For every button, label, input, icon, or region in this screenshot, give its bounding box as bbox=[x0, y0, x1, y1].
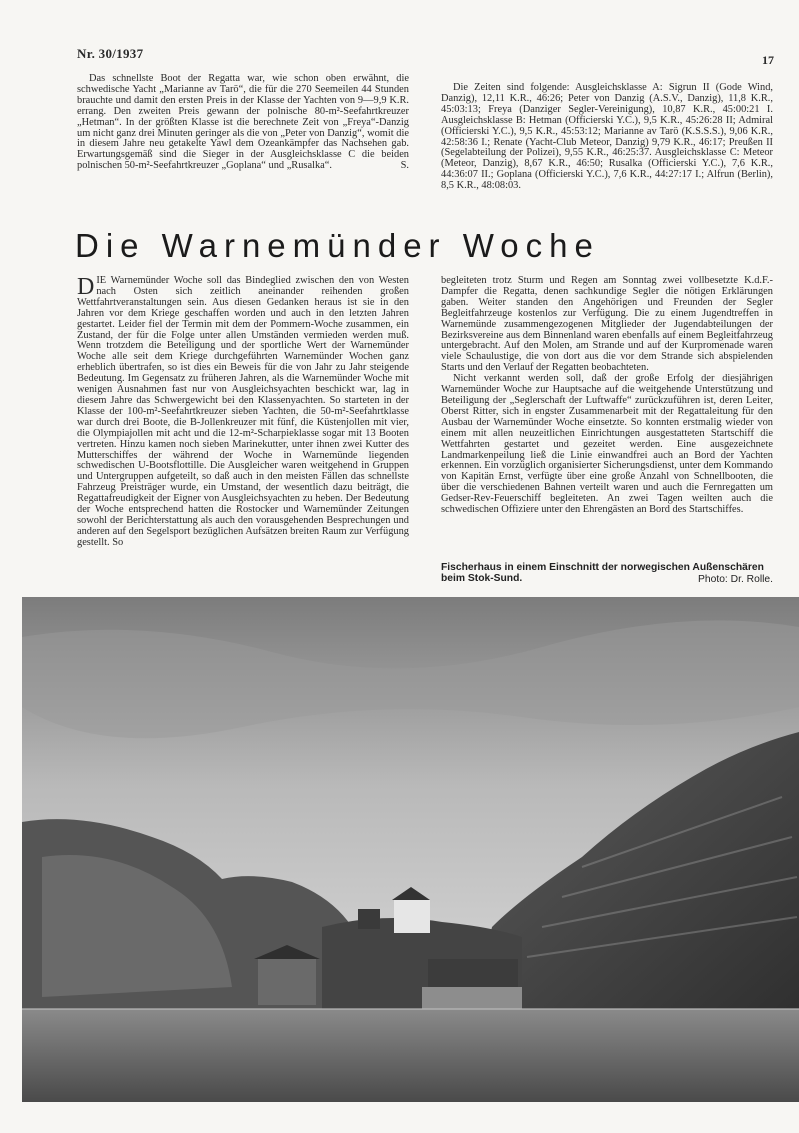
stone-wall bbox=[422, 987, 522, 1009]
house-dark bbox=[358, 909, 380, 929]
article-paragraph-2: Nicht verkannt werden soll, daß der große Erfolg der diesjährigen Warnemünder Woche zur Hauptsache auf die weitgehende Unterstützung und Beteiligung der „Seglerschaft der Luftwaffe“ zurückzuführen ist, deren Leiter, Oberst Ritter, sich in engster Zusammenarbeit mit der Regattaleitung für den Ausbau der Warnemünder Woche einsetzte. So konnten erstmalig wieder von einem mit allen neuzeitlichen Einrichtungen ausgestatteten Startschiff die Wettfahrten gestartet und gezeitet werden. Eine ausgezeichnete Landmarkenpeilung ließ die Linie einwandfrei auch an Bord der Yachten erkennen. Ein vorzüglich organisierter Sicherungsdienst, unter dem Kommando von Kapitän Ernst, verfügte über eine große Anzahl von Schnellbooten, die über die verschiedenen Bahnen verteilt waren und auch die Fernregatten um Gedser-Rev-Feuerschiff begleiteten. An zwei Tagen weilten auch die schwedischen Offiziere unter den Ehrengästen an Bord des Startschiffes. bbox=[441, 373, 773, 516]
race-results bbox=[441, 83, 773, 192]
results-paragraph: Die Zeiten sind folgende: Ausgleichsklasse A: Sigrun II (Gode Wind, Danzig), 12,11 K.R., 46:26; Peter von Danzig (A.S.V., Danzig), 11,8 K.R., 45:03:13; Freya (Danziger Segler-Vereinigung), 10,87 K.R., 45:00:21 I. Ausgleichsklasse B: Hetman (Officierski Y.C.), 9,5 K.R., 45:26:28 II; Admiral (Officierski Y.C.), 9,5 K.R., 45:53:12; Marianne av Tarö (K.S.S.S.), 9,06 K.R., 42:58:36 I.; Renate (Yacht-Club Meteor, Danzig) 9,79 K.R., 46:17; Preußen II (Segelabteilung der Polizei), 9,55 K.R., 46:25:37. Ausgleichsklasse C: Meteor (Meteor, Danzig), 8,67 K.R., 46:50; Rusalka (Officierski Y.C.), 7,6 K.R., 44:36:07 II.; Goplana (Officierski Y.C.), 7,6 K.R., 44:27:17 I.; Alfrun (Berlin), 8,5 K.R., 48:08:03. bbox=[441, 82, 773, 192]
author-signature: S. bbox=[400, 160, 409, 172]
article-right-column bbox=[441, 276, 773, 516]
previous-article-conclusion bbox=[77, 74, 409, 172]
conclusion-paragraph: Das schnellste Boot der Regatta war, wie schon oben erwähnt, die schwedische Yacht „Marianne av Tarö“, die für die 270 Seemeilen 44 Stunden brauchte und damit den ersten Preis in der Klasse der Yachten von 9—9,9 K.R. errang. Den zweiten Preis gewann der polnische 80-m²-Seefahrtkreuzer „Hetman“. In der größten Klasse ist die berechnete Zeit von „Freya“-Danzig um nicht ganz drei Minuten geringer als die von „Peter von Danzig“, womit die in diesem Jahre neu getakelte Yawl dem Ozeankämpfer das Nachsehen gab. Erwartungsgemäß sind die Sieger in der Ausgleichsklasse C die beiden polnischen 50-m²-Seefahrtkreuzer „Goplana“ und „Rusalka“. bbox=[77, 73, 409, 172]
article-paragraph bbox=[77, 276, 409, 549]
issue-number: Nr. 30/1937 bbox=[77, 46, 144, 61]
photo-caption: Fischerhaus in einem Einschnitt der norwegischen Außenschären beim Stok-Sund. bbox=[441, 562, 764, 585]
article-headline: Die Warnemünder Woche bbox=[75, 227, 600, 264]
drop-cap: D bbox=[77, 274, 95, 300]
house-white bbox=[394, 900, 430, 933]
boathouse bbox=[258, 957, 316, 1005]
left-column-text: IE Warnemünder Woche soll das Bindeglied zwischen den von Westen nach Osten sich zeitlich aneinander reihenden großen Wettfahrtveranstaltungen sein. Aus diesen Gedanken heraus ist sie in den Jahren vor dem Kriege geschaffen worden und auch in den letzten Jahren gestartet. Leider fiel der Termin mit dem der Pommern-Woche zusammen, ein Zustand, der für die Folge unter allen Umständen vermieden werden muß. Wenn trotzdem die Beteiligung und der sportliche Wert der Warnemünder Woche alle seit dem Kriege durchgeführten Warnemünder Wochen ganz erheblich übertrafen, so ist dies ein Beweis für die von Jahr zu Jahr steigende Bedeutung. Im Gegensatz zu früheren Jahren, als die Warnemünder Woche mit wenigen Ausnahmen fast nur von Ausgleichsyachten beschickt war, lag in diesem Jahre das Schwergewicht bei den Klassenyachten. So starteten in der Klasse der 100-m²-Seefahrtkreuzer sieben Yachten, die 50-m²-Seefahrtklasse war durch drei Boote, die B-Jollenkreuzer mit fünf, die Küstenjollen mit vier, die Olympiajollen mit acht und die 12-m²-Scharpieklasse sogar mit 13 Booten vertreten. Hinzu kamen noch sieben Marinekutter, unter ihnen zwei Kutter des Mutterschiffes der während der Woche in Warnemünde liegenden schwedischen U-Bootsflottille. Die Ausgleicher waren weitgehend in Gruppen und Untergruppen aufgeteilt, so daß auch in den meisten Fällen das schnellste Fahrzeug Preisträger wurde, ein Umstand, der wesentlich dazu beiträgt, die Regattafreudigkeit der Eigner von Ausgleichsyachten zu heben. Der Bedeutung der Woche entsprechend hatten die Rostocker und Warnemünder Zeitungen sowohl der Berichterstattung als auch den vorausgehenden Besprechungen und anderen auf den Segelsport bezüglichen Aufsätzen breiten Raum zur Verfügung gestellt. So bbox=[77, 275, 409, 548]
water bbox=[22, 1009, 799, 1102]
fisherhouse-photo bbox=[22, 597, 799, 1102]
photo-illustration bbox=[22, 597, 799, 1102]
article-paragraph-1: begleiteten trotz Sturm und Regen am Sonntag zwei vollbesetzte K.d.F.-Dampfer die Regatta, denen sachkundige Segler die nötigen Erklärungen gaben. Weiter standen den Angehörigen und Freunden der Segler Begleitfahrzeuge kostenlos zur Verfügung. Die zu einem Jugendtreffen in Warnemünde zusammengezogenen Mitglieder der Jugendabteilungen der Bezirksvereine aus dem Binnenland waren ebenfalls auf einem Begleitfahrzeug untergebracht. Auf den Molen, am Strande und auf der Kurpromenade waren viele Schaulustige, die von dort aus die vor dem Strande sich abspielenden Starts und den Verlauf der Regatten beobachteten. bbox=[441, 275, 773, 374]
article-left-column bbox=[77, 276, 409, 549]
page-number: 17 bbox=[762, 53, 774, 67]
photo-credit: Photo: Dr. Rolle. bbox=[698, 574, 773, 585]
